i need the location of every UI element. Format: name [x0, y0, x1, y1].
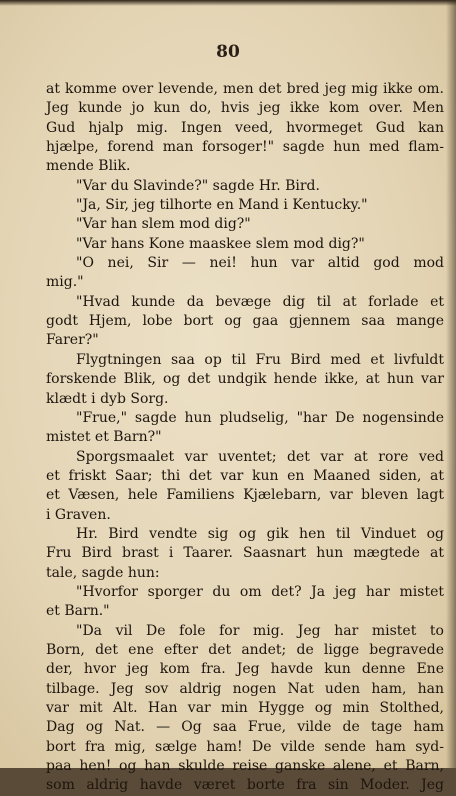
text-line: "Hvorfor sporger du om det? Ja jeg har mistet	[76, 583, 444, 600]
text-line: Dag og Nat. — Og saa Frue, vilde de tage ham	[46, 719, 444, 736]
text-line: forskende Blik, og det undgik hende ikke, at hun var	[46, 371, 444, 388]
text-line: Hr. Bird vendte sig og gik hen til Vinduet og	[76, 525, 444, 542]
text-line: "Da vil De fole for mig. Jeg har mistet to	[76, 622, 444, 639]
text-line: "Frue," sagde hun pludselig, "har De nogensinde	[76, 409, 444, 426]
text-line: "Ja, Sir, jeg tilhorte en Mand i Kentucky."	[76, 197, 368, 214]
text-line: Sporgsmaalet var uventet; det var at rore ved	[76, 448, 444, 465]
text-line: var mit Alt. Han var min Hygge og min Stolthed,	[46, 700, 444, 716]
text-line: "Var du Slavinde?" sagde Hr. Bird.	[76, 177, 320, 194]
text-line: mig."	[46, 274, 84, 291]
text-line: at komme over levende, men det bred jeg mig ikke om.	[46, 81, 444, 97]
text-line: i Graven.	[46, 506, 111, 523]
text-line: som aldrig havde været borte fra sin Moder. Jeg	[46, 777, 444, 794]
text-line: Fru Bird brast i Taarer. Saasnart hun mægtede at	[46, 545, 444, 562]
text-line: et Barn."	[46, 603, 110, 620]
text-line: klædt i dyb Sorg.	[46, 390, 169, 407]
text-line: hjælpe, forend man forsoger!" sagde hun med flam-	[46, 139, 444, 156]
text-line: paa hen! og han skulde reise ganske alene, et Barn,	[46, 758, 444, 775]
text-line: Flygtningen saa op til Fru Bird med et livfuldt	[76, 351, 444, 368]
text-line: mistet et Barn?"	[46, 429, 162, 446]
text-line: Farer?"	[46, 332, 99, 349]
body-text	[46, 80, 444, 796]
text-line: "Hvad kunde da bevæge dig til at forlade et	[76, 293, 444, 310]
text-line: "Var han slem mod dig?"	[76, 216, 251, 233]
text-line: der, hvor jeg kom fra. Jeg havde kun denne Ene	[46, 661, 444, 678]
text-line: et friskt Saar; thi det var kun en Maaned siden, at	[46, 467, 444, 484]
page-number: 80	[216, 42, 240, 62]
text-line: "O nei, Sir — nei! hun var altid god mod	[76, 255, 444, 272]
text-line: mende Blik.	[46, 158, 131, 175]
text-line: et Væsen, hele Familiens Kjælebarn, var bleven lagt	[46, 487, 444, 504]
text-line: tale, sagde hun:	[46, 564, 160, 581]
text-line: "Var hans Kone maaskee slem mod dig?"	[76, 235, 365, 252]
text-line: bort fra mig, sælge ham! De vilde sende ham syd-	[46, 738, 444, 755]
text-line: tilbage. Jeg sov aldrig nogen Nat uden ham, han	[46, 680, 444, 697]
text-line: Jeg kunde jo kun do, hvis jeg ikke kom over. Men	[46, 100, 444, 117]
text-line: Gud hjalp mig. Ingen veed, hvormeget Gud kan	[46, 119, 444, 136]
text-line: Born, det ene efter det andet; de ligge begravede	[46, 641, 444, 658]
text-line: godt Hjem, lobe bort og gaa gjennem saa mange	[46, 313, 444, 330]
